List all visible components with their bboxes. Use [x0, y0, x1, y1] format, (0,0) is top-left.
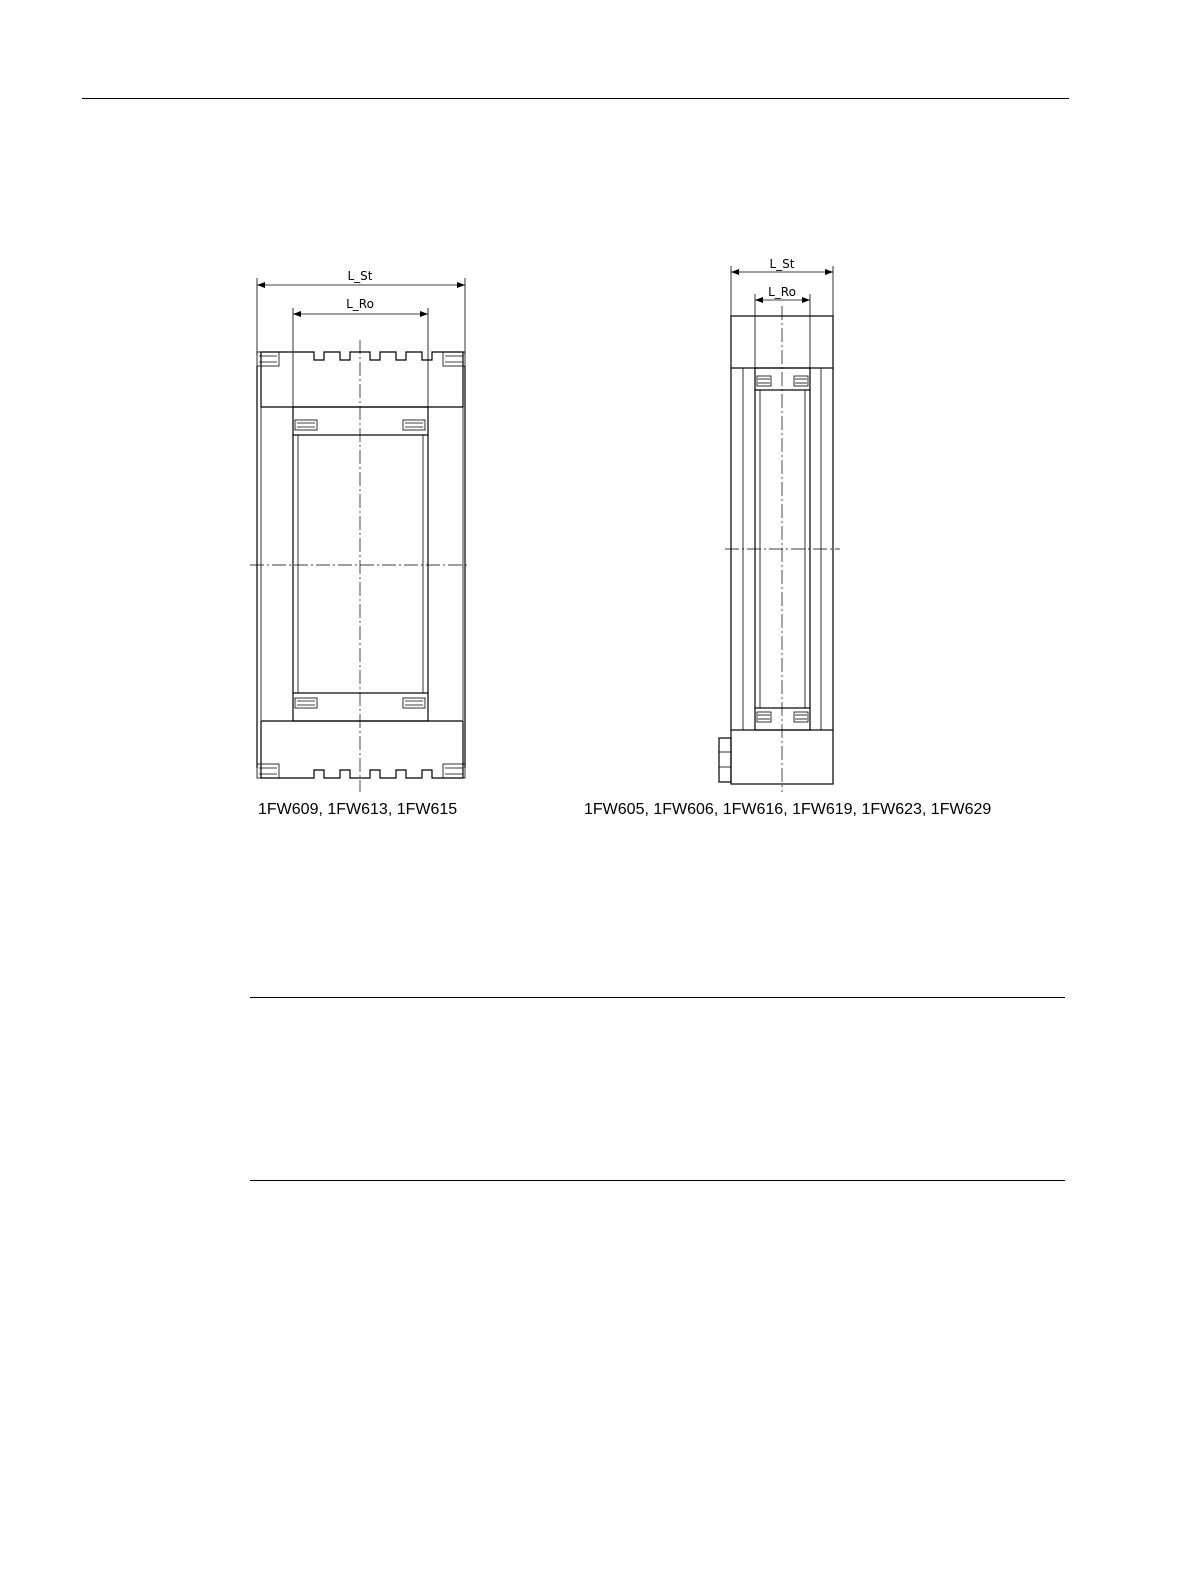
- section-rule-2: [250, 1180, 1065, 1181]
- left-stator-top: [257, 352, 465, 407]
- right-rotor-bottom: [755, 708, 810, 730]
- left-rotor-bottom: [293, 693, 428, 721]
- left-dim-lro-label: L_Ro: [346, 297, 374, 311]
- section-rule-1: [250, 997, 1065, 998]
- right-drawing: [719, 257, 840, 792]
- left-dim-lst: [257, 269, 465, 355]
- left-dim-lst-label: L_St: [347, 269, 373, 283]
- right-drawing-caption: 1FW605, 1FW606, 1FW616, 1FW619, 1FW623, 1FW629: [584, 801, 992, 818]
- left-dim-lro: [293, 297, 428, 410]
- right-dim-lro: [755, 285, 810, 368]
- left-drawing: [250, 269, 470, 792]
- left-drawing-caption: 1FW609, 1FW613, 1FW615: [258, 801, 458, 818]
- right-dim-lro-label: L_Ro: [768, 285, 796, 299]
- right-dim-lst-label: L_St: [769, 257, 795, 271]
- right-stator-bottom: [719, 730, 833, 784]
- left-bore: [257, 366, 465, 768]
- right-rotor-top: [755, 368, 810, 390]
- left-stator-bottom: [257, 721, 465, 778]
- left-rotor-top: [293, 407, 428, 435]
